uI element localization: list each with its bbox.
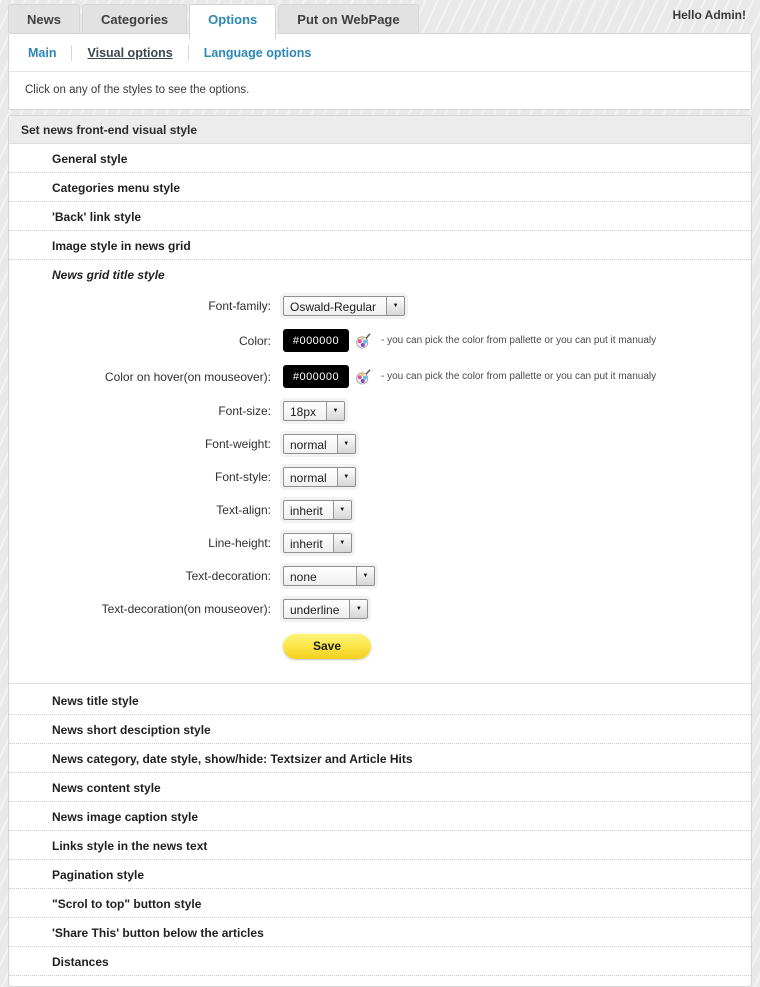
select-value: inherit [290, 504, 323, 518]
select-dropdown[interactable] [283, 500, 352, 520]
form-row [9, 599, 751, 619]
tab-put-on-webpage[interactable]: Put on WebPage [278, 4, 418, 33]
select-dropdown[interactable] [283, 599, 368, 619]
field-controls [283, 296, 405, 316]
style-section-news-grid-title-style[interactable]: News grid title style [9, 260, 751, 288]
expanded-style-form [9, 288, 751, 684]
style-section-news-image-caption-style[interactable]: News image caption style [9, 802, 751, 831]
intro-text: Click on any of the styles to see the options. [25, 84, 250, 96]
top-tab-bar [0, 0, 760, 33]
panel-title: Set news front-end visual style [9, 116, 751, 144]
color-hint-text: - you can pick the color from pallette or you can put it manualy [381, 371, 657, 382]
chevron-down-icon[interactable]: ▼ [333, 534, 351, 552]
styles-panel [8, 115, 752, 987]
color-hex-input[interactable]: #000000 [283, 329, 349, 352]
style-section-news-short-desciption-style[interactable]: News short desciption style [9, 715, 751, 744]
select-value: 18px [290, 405, 317, 419]
style-section-general-style[interactable]: General style [9, 144, 751, 173]
field-controls [283, 599, 368, 619]
form-row [9, 434, 751, 454]
chevron-down-icon[interactable]: ▼ [337, 468, 355, 486]
field-controls [283, 566, 375, 586]
field-label: Text-decoration: [185, 569, 271, 583]
field-label: Text-decoration(on mouseover): [101, 602, 271, 616]
color-hex-input[interactable]: #000000 [283, 365, 349, 388]
chevron-down-icon[interactable]: ▼ [337, 435, 355, 453]
select-dropdown[interactable] [283, 296, 405, 316]
style-section-image-style-in-news-grid[interactable]: Image style in news grid [9, 231, 751, 260]
form-row [9, 329, 751, 352]
color-hint-text: - you can pick the color from pallette or you can put it manualy [381, 335, 657, 346]
form-row [9, 296, 751, 316]
style-section-categories-menu-style[interactable]: Categories menu style [9, 173, 751, 202]
style-section-news-content-style[interactable]: News content style [9, 773, 751, 802]
chevron-down-icon[interactable]: ▼ [326, 402, 344, 420]
field-label: Color on hover(on mouseover): [104, 369, 271, 384]
field-controls [283, 500, 352, 520]
select-dropdown[interactable] [283, 533, 352, 553]
select-dropdown[interactable] [283, 467, 356, 487]
greeting-text: Hello Admin! [672, 8, 746, 22]
field-controls [283, 365, 656, 388]
form-row [9, 365, 751, 388]
color-picker-icon[interactable] [354, 332, 372, 350]
field-label: Line-height: [208, 536, 271, 550]
style-section-back-link-style[interactable]: 'Back' link style [9, 202, 751, 231]
form-row [9, 500, 751, 520]
select-value: none [290, 570, 317, 584]
style-section-pagination-style[interactable]: Pagination style [9, 860, 751, 889]
field-label: Text-align: [216, 503, 271, 517]
field-label: Font-style: [214, 470, 271, 484]
form-row [9, 566, 751, 586]
select-value: normal [290, 438, 327, 452]
select-dropdown[interactable] [283, 566, 375, 586]
chevron-down-icon[interactable]: ▼ [333, 501, 351, 519]
style-section-distances[interactable]: Distances [9, 947, 751, 976]
form-row [9, 401, 751, 421]
tab-categories[interactable]: Categories [82, 4, 187, 33]
style-section-share-this-button-below-the-articles[interactable]: 'Share This' button below the articles [9, 918, 751, 947]
subnav-item-language-options[interactable]: Language options [188, 45, 327, 61]
field-controls [283, 467, 356, 487]
chevron-down-icon[interactable]: ▼ [386, 297, 404, 315]
chevron-down-icon[interactable]: ▼ [349, 600, 367, 618]
field-controls [283, 533, 352, 553]
select-value: Oswald-Regular [290, 300, 377, 314]
tab-options[interactable]: Options [189, 4, 276, 39]
select-dropdown[interactable] [283, 434, 356, 454]
field-controls [283, 401, 345, 421]
tab-news[interactable]: News [8, 4, 80, 33]
field-label: Font-family: [208, 299, 271, 313]
style-section-news-title-style[interactable]: News title style [9, 686, 751, 715]
subnav-item-visual-options[interactable]: Visual options [71, 45, 187, 61]
subnav [9, 34, 751, 72]
form-row [9, 467, 751, 487]
select-dropdown[interactable] [283, 401, 345, 421]
subnav-item-main[interactable]: Main [28, 46, 57, 60]
style-sections-list [9, 144, 751, 976]
select-value: underline [290, 603, 340, 617]
field-controls [283, 434, 356, 454]
style-section-scrol-to-top-button-style[interactable]: "Scrol to top" button style [9, 889, 751, 918]
select-value: normal [290, 471, 327, 485]
chevron-down-icon[interactable]: ▼ [356, 567, 374, 585]
field-label: Font-size: [218, 404, 271, 418]
subnav-panel [8, 33, 752, 110]
field-controls [283, 329, 656, 352]
save-button[interactable]: Save [283, 633, 371, 659]
field-label: Font-weight: [204, 437, 271, 451]
style-section-news-category-date-style-show-hide-textsizer-and-article-hits[interactable]: News category, date style, show/hide: Textsizer and Article Hits [9, 744, 751, 773]
color-picker-icon[interactable] [354, 368, 372, 386]
select-value: inherit [290, 537, 323, 551]
field-label: Color: [238, 333, 271, 348]
form-row [9, 533, 751, 553]
style-section-links-style-in-the-news-text[interactable]: Links style in the news text [9, 831, 751, 860]
